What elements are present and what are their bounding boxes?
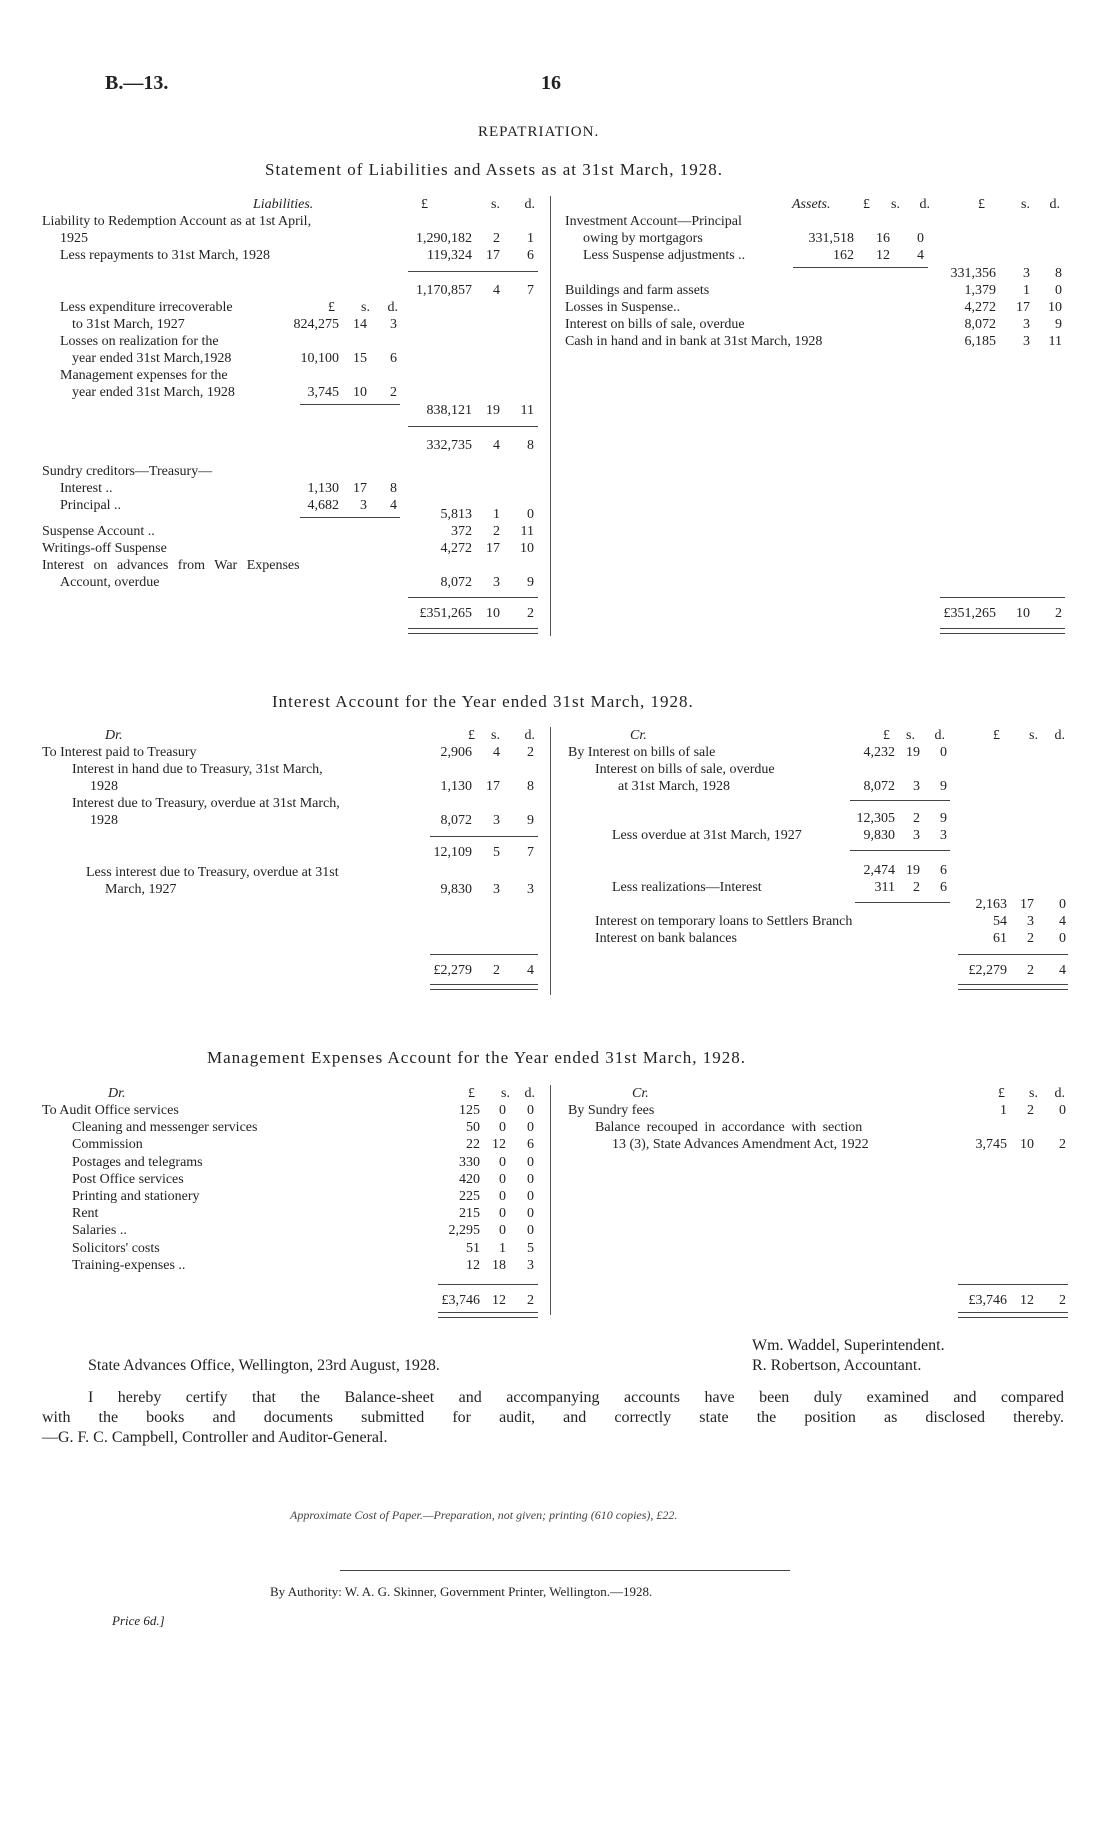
deductions-shillings: 19 <box>486 403 500 418</box>
redemption-pounds: 1,290,182 <box>416 231 472 246</box>
expense-row-pence: 0 <box>527 1103 534 1118</box>
inner-pounds-header: £ <box>883 728 890 743</box>
balance-recouped-label-cont: 13 (3), State Advances Amendment Act, 1922 <box>612 1137 869 1152</box>
certification-signature: —G. F. C. Campbell, Controller and Auditor-General. <box>42 1429 388 1446</box>
liabilities-total-pence: 2 <box>527 606 534 621</box>
pounds-header: £ <box>978 197 985 212</box>
less-expenditure-pence: 3 <box>390 317 397 332</box>
management-cr-total-pence: 2 <box>1059 1293 1066 1308</box>
office-date-line: State Advances Office, Wellington, 23rd August, 1928. <box>88 1357 440 1374</box>
expense-row-pence: 0 <box>527 1172 534 1187</box>
sundry-creditors-label: Sundry creditors—Treasury— <box>42 464 213 479</box>
interest-paid-pounds: 2,906 <box>440 745 472 760</box>
advances-pence: 9 <box>527 575 534 590</box>
bills-overdue-pounds: 8,072 <box>863 779 895 794</box>
expense-row-shillings: 0 <box>499 1189 506 1204</box>
assets-heading: Assets. <box>792 197 831 212</box>
less-expenditure-label: Less expenditure irrecoverable <box>60 300 233 315</box>
expense-row-label: Printing and stationery <box>72 1189 200 1204</box>
sundry-interest-pounds: 1,130 <box>307 481 339 496</box>
double-rule <box>958 1312 1068 1318</box>
cr-subtotal-shillings: 2 <box>913 811 920 826</box>
advances-label: Interest on advances from War Expenses <box>42 558 300 573</box>
balance-recouped-label: Balance recouped in accordance with section <box>595 1120 863 1135</box>
double-rule <box>430 984 538 990</box>
sundry-principal-pounds: 4,682 <box>307 498 339 513</box>
buildings-shillings: 1 <box>1023 283 1030 298</box>
expense-row-shillings: 0 <box>499 1155 506 1170</box>
bills-overdue-label: Interest on bills of sale, overdue <box>565 317 745 332</box>
writings-off-shillings: 17 <box>486 541 500 556</box>
shillings-header: s. <box>501 1086 510 1101</box>
cr-net-pence: 0 <box>1059 897 1066 912</box>
expense-row-shillings: 0 <box>499 1120 506 1135</box>
investment-net-pounds: 331,356 <box>950 266 996 281</box>
pence-header: d. <box>1049 197 1060 212</box>
pence-header: d. <box>1054 1086 1065 1101</box>
liabilities-heading: Liabilities. <box>253 197 314 212</box>
repayments-pounds: 119,324 <box>427 248 472 263</box>
suspense-adj-label: Less Suspense adjustments .. <box>583 248 746 263</box>
pounds-header: £ <box>998 1086 1005 1101</box>
advances-pounds: 8,072 <box>440 575 472 590</box>
expense-row-pence: 6 <box>527 1137 534 1152</box>
net-pounds: 332,735 <box>426 438 472 453</box>
dr-subtotal-shillings: 5 <box>493 845 500 860</box>
double-rule <box>958 984 1068 990</box>
certification-line-2: with the books and documents submitted for audit, and correctly state the position as disclosed thereby. <box>42 1409 1064 1426</box>
losses-suspense-label: Losses in Suspense.. <box>565 300 681 315</box>
statement-divider <box>550 196 551 636</box>
bills-interest-label: By Interest on bills of sale <box>568 745 716 760</box>
expense-row-label: Postages and telegrams <box>72 1155 203 1170</box>
interest-overdue-label: Interest due to Treasury, overdue at 31st March, <box>72 796 340 811</box>
inner-pence-header: d. <box>934 728 945 743</box>
pounds-header: £ <box>421 197 428 212</box>
bank-balances-shillings: 2 <box>1027 931 1034 946</box>
temp-loans-pounds: 54 <box>993 914 1007 929</box>
investment-shillings: 16 <box>876 231 890 246</box>
suspense-shillings: 2 <box>493 524 500 539</box>
shillings-header: s. <box>491 197 500 212</box>
losses-label: Losses on realization for the <box>60 334 219 349</box>
expense-row-pence: 3 <box>527 1258 534 1273</box>
suspense-pence: 11 <box>520 524 534 539</box>
bills-interest-shillings: 19 <box>906 745 920 760</box>
cr-total-pounds: £2,279 <box>968 963 1007 978</box>
losses-label-cont: year ended 31st March,1928 <box>72 351 232 366</box>
rule <box>438 1284 538 1285</box>
sundry-fees-pence: 0 <box>1059 1103 1066 1118</box>
management-pounds: 3,745 <box>307 385 339 400</box>
pence-header: d. <box>1054 728 1065 743</box>
bills-interest-pounds: 4,232 <box>863 745 895 760</box>
expense-row-pence: 0 <box>527 1155 534 1170</box>
repayments-pence: 6 <box>527 248 534 263</box>
losses-shillings: 15 <box>353 351 367 366</box>
pounds-header: £ <box>993 728 1000 743</box>
rule <box>793 267 928 268</box>
interest-overdue-pence: 9 <box>527 813 534 828</box>
footer-rule <box>340 1570 790 1571</box>
less-realizations-label: Less realizations—Interest <box>612 880 762 895</box>
expense-row-pence: 0 <box>527 1120 534 1135</box>
interest-divider <box>550 727 551 995</box>
cr-heading: Cr. <box>630 728 647 743</box>
superintendent-signature: Wm. Waddel, Superintendent. <box>752 1337 945 1354</box>
expense-row-label: Salaries .. <box>72 1223 127 1238</box>
pounds-header: £ <box>468 1086 475 1101</box>
expense-row-pounds: 125 <box>459 1103 480 1118</box>
rule <box>958 1284 1068 1285</box>
rule <box>408 271 538 272</box>
double-rule <box>940 628 1065 634</box>
less-realizations-pence: 6 <box>940 880 947 895</box>
double-rule <box>438 1312 538 1318</box>
cr-total-pence: 4 <box>1059 963 1066 978</box>
less-expenditure-label-cont: to 31st March, 1927 <box>72 317 185 332</box>
sundry-total-shillings: 1 <box>493 507 500 522</box>
net-shillings: 4 <box>493 438 500 453</box>
losses-pence: 6 <box>390 351 397 366</box>
investment-pounds: 331,518 <box>808 231 854 246</box>
rule <box>430 954 538 955</box>
management-label: Management expenses for the <box>60 368 228 383</box>
interest-in-hand-shillings: 17 <box>486 779 500 794</box>
bank-balances-pounds: 61 <box>993 931 1007 946</box>
price: Price 6d.] <box>112 1613 165 1628</box>
balance-recouped-pounds: 3,745 <box>975 1137 1007 1152</box>
less-overdue-pence: 3 <box>940 828 947 843</box>
expense-row-pounds: 420 <box>459 1172 480 1187</box>
double-rule <box>408 628 538 634</box>
page-number: 16 <box>541 72 561 94</box>
deductions-pence: 11 <box>520 403 534 418</box>
rule <box>850 800 950 801</box>
repayments-label: Less repayments to 31st March, 1928 <box>60 248 270 263</box>
suspense-adj-shillings: 12 <box>876 248 890 263</box>
cr-total-shillings: 2 <box>1027 963 1034 978</box>
subtotal-shillings: 4 <box>493 283 500 298</box>
temp-loans-label: Interest on temporary loans to Settlers Branch <box>595 914 853 929</box>
bills-overdue-label: Interest on bills of sale, overdue <box>595 762 775 777</box>
rule <box>850 850 950 851</box>
expense-row-shillings: 0 <box>499 1223 506 1238</box>
assets-total-pounds: £351,265 <box>943 606 996 621</box>
cr-subtotal-2-pence: 6 <box>940 863 947 878</box>
shillings-header: s. <box>1029 728 1038 743</box>
temp-loans-pence: 4 <box>1059 914 1066 929</box>
management-label-cont: year ended 31st March, 1928 <box>72 385 235 400</box>
less-interest-pence: 3 <box>527 882 534 897</box>
dr-total-shillings: 2 <box>493 963 500 978</box>
less-interest-label: Less interest due to Treasury, overdue at 31st <box>86 865 339 880</box>
buildings-label: Buildings and farm assets <box>565 283 710 298</box>
losses-suspense-pence: 10 <box>1048 300 1062 315</box>
losses-pounds: 10,100 <box>300 351 339 366</box>
sundry-fees-label: By Sundry fees <box>568 1103 655 1118</box>
accountant-signature: R. Robertson, Accountant. <box>752 1357 922 1374</box>
less-overdue-label: Less overdue at 31st March, 1927 <box>612 828 802 843</box>
management-cr-total-pounds: £3,746 <box>968 1293 1007 1308</box>
inner-pounds-header: £ <box>328 300 335 315</box>
cr-subtotal-pence: 9 <box>940 811 947 826</box>
writings-off-pence: 10 <box>520 541 534 556</box>
sundry-interest-pence: 8 <box>390 481 397 496</box>
rule <box>408 426 538 427</box>
interest-overdue-shillings: 3 <box>493 813 500 828</box>
bills-overdue-shillings: 3 <box>913 779 920 794</box>
expense-row-shillings: 12 <box>492 1137 506 1152</box>
less-interest-shillings: 3 <box>493 882 500 897</box>
rule <box>300 517 400 518</box>
management-account-title: Management Expenses Account for the Year ended 31st March, 1928. <box>207 1048 746 1067</box>
temp-loans-shillings: 3 <box>1027 914 1034 929</box>
suspense-label: Suspense Account .. <box>42 524 155 539</box>
redemption-pence: 1 <box>527 231 534 246</box>
rule <box>940 597 1065 598</box>
interest-paid-pence: 2 <box>527 745 534 760</box>
cr-subtotal-2-shillings: 19 <box>906 863 920 878</box>
buildings-pounds: 1,379 <box>964 283 996 298</box>
losses-suspense-shillings: 17 <box>1016 300 1030 315</box>
sundry-total-pounds: 5,813 <box>440 507 472 522</box>
expense-row-shillings: 1 <box>499 1241 506 1256</box>
pence-header: d. <box>524 1086 535 1101</box>
liabilities-total-shillings: 10 <box>486 606 500 621</box>
bills-overdue-shillings: 3 <box>1023 317 1030 332</box>
inner-pounds-header: £ <box>863 197 870 212</box>
interest-account-title: Interest Account for the Year ended 31st March, 1928. <box>272 692 694 711</box>
liabilities-total-pounds: £351,265 <box>419 606 472 621</box>
interest-overdue-pounds: 8,072 <box>440 813 472 828</box>
cr-net-pounds: 2,163 <box>975 897 1007 912</box>
less-overdue-shillings: 3 <box>913 828 920 843</box>
cash-pence: 11 <box>1048 334 1062 349</box>
expense-row-pounds: 12 <box>466 1258 480 1273</box>
interest-paid-shillings: 4 <box>493 745 500 760</box>
rule <box>408 597 538 598</box>
authority-line: By Authority: W. A. G. Skinner, Government Printer, Wellington.—1928. <box>270 1584 653 1599</box>
statement-title: Statement of Liabilities and Assets as at 31st March, 1928. <box>265 160 723 179</box>
assets-total-shillings: 10 <box>1016 606 1030 621</box>
balance-recouped-shillings: 10 <box>1020 1137 1034 1152</box>
pence-header: d. <box>524 728 535 743</box>
cr-subtotal-2-pounds: 2,474 <box>863 863 895 878</box>
section-title: REPATRIATION. <box>478 124 600 140</box>
losses-suspense-pounds: 4,272 <box>964 300 996 315</box>
expense-row-pounds: 2,295 <box>448 1223 480 1238</box>
rule <box>855 902 950 903</box>
sundry-principal-label: Principal .. <box>60 498 122 513</box>
inner-shillings-header: s. <box>891 197 900 212</box>
approximate-cost: Approximate Cost of Paper.—Preparation, not given; printing (610 copies), £22. <box>290 1508 678 1522</box>
dr-subtotal-pounds: 12,109 <box>433 845 472 860</box>
management-divider <box>550 1085 551 1315</box>
interest-paid-label: To Interest paid to Treasury <box>42 745 197 760</box>
expense-row-shillings: 0 <box>499 1206 506 1221</box>
expense-row-pence: 5 <box>527 1241 534 1256</box>
expense-row-label: Solicitors' costs <box>72 1241 160 1256</box>
subtotal-pounds: 1,170,857 <box>416 283 472 298</box>
subtotal-pence: 7 <box>527 283 534 298</box>
suspense-adj-pence: 4 <box>917 248 924 263</box>
repayments-shillings: 17 <box>486 248 500 263</box>
dr-total-pence: 4 <box>527 963 534 978</box>
expense-row-label: Training-expenses .. <box>72 1258 186 1273</box>
pence-header: d. <box>524 197 535 212</box>
interest-in-hand-label-cont: 1928 <box>90 779 118 794</box>
interest-in-hand-label: Interest in hand due to Treasury, 31st March, <box>72 762 323 777</box>
bills-overdue-pence: 9 <box>1055 317 1062 332</box>
investment-net-pence: 8 <box>1055 266 1062 281</box>
sundry-interest-shillings: 17 <box>353 481 367 496</box>
investment-label-cont: owing by mortgagors <box>583 231 703 246</box>
sundry-fees-shillings: 2 <box>1027 1103 1034 1118</box>
inner-pence-header: d. <box>919 197 930 212</box>
advances-shillings: 3 <box>493 575 500 590</box>
sundry-fees-pounds: 1 <box>1000 1103 1007 1118</box>
management-shillings: 10 <box>353 385 367 400</box>
expense-row-pounds: 330 <box>459 1155 480 1170</box>
expense-row-label: Commission <box>72 1137 143 1152</box>
pounds-header: £ <box>468 728 475 743</box>
sundry-principal-pence: 4 <box>390 498 397 513</box>
bills-overdue-label-cont: at 31st March, 1928 <box>618 779 730 794</box>
expense-row-pence: 0 <box>527 1189 534 1204</box>
interest-in-hand-pounds: 1,130 <box>440 779 472 794</box>
rule <box>958 954 1068 955</box>
interest-in-hand-pence: 8 <box>527 779 534 794</box>
writings-off-pounds: 4,272 <box>440 541 472 556</box>
management-dr-total-pounds: £3,746 <box>441 1293 480 1308</box>
less-overdue-pounds: 9,830 <box>863 828 895 843</box>
net-pence: 8 <box>527 438 534 453</box>
management-dr-total-shillings: 12 <box>492 1293 506 1308</box>
management-pence: 2 <box>390 385 397 400</box>
dr-heading: Dr. <box>105 728 123 743</box>
redemption-label: Liability to Redemption Account as at 1st April, <box>42 214 312 229</box>
buildings-pence: 0 <box>1055 283 1062 298</box>
expense-row-label: To Audit Office services <box>42 1103 179 1118</box>
document-reference: B.—13. <box>105 72 169 94</box>
suspense-pounds: 372 <box>451 524 472 539</box>
investment-net-shillings: 3 <box>1023 266 1030 281</box>
expense-row-pounds: 51 <box>466 1241 480 1256</box>
redemption-label-cont: 1925 <box>60 231 88 246</box>
expense-row-label: Rent <box>72 1206 99 1221</box>
cash-label: Cash in hand and in bank at 31st March, 1928 <box>565 334 823 349</box>
expense-row-pounds: 22 <box>466 1137 480 1152</box>
investment-label: Investment Account—Principal <box>565 214 742 229</box>
writings-off-label: Writings-off Suspense <box>42 541 167 556</box>
less-interest-label-cont: March, 1927 <box>105 882 177 897</box>
inner-shillings-header: s. <box>361 300 370 315</box>
balance-recouped-pence: 2 <box>1059 1137 1066 1152</box>
investment-pence: 0 <box>917 231 924 246</box>
less-interest-pounds: 9,830 <box>440 882 472 897</box>
shillings-header: s. <box>1029 1086 1038 1101</box>
rule <box>430 836 538 837</box>
redemption-shillings: 2 <box>493 231 500 246</box>
expense-row-pounds: 50 <box>466 1120 480 1135</box>
cash-pounds: 6,185 <box>964 334 996 349</box>
expense-row-pounds: 215 <box>459 1206 480 1221</box>
advances-label-cont: Account, overdue <box>60 575 160 590</box>
expense-row-label: Cleaning and messenger services <box>72 1120 258 1135</box>
interest-overdue-label-cont: 1928 <box>90 813 118 828</box>
bank-balances-label: Interest on bank balances <box>595 931 737 946</box>
dr-total-pounds: £2,279 <box>433 963 472 978</box>
deductions-pounds: 838,121 <box>426 403 472 418</box>
expense-row-pence: 0 <box>527 1206 534 1221</box>
cr-net-shillings: 17 <box>1020 897 1034 912</box>
less-expenditure-pounds: 824,275 <box>293 317 339 332</box>
expense-row-pounds: 225 <box>459 1189 480 1204</box>
shillings-header: s. <box>1021 197 1030 212</box>
assets-total-pence: 2 <box>1055 606 1062 621</box>
inner-shillings-header: s. <box>906 728 915 743</box>
cr-heading: Cr. <box>632 1086 649 1101</box>
sundry-total-pence: 0 <box>527 507 534 522</box>
less-realizations-pounds: 311 <box>874 880 895 895</box>
bills-overdue-pence: 9 <box>940 779 947 794</box>
shillings-header: s. <box>491 728 500 743</box>
expense-row-shillings: 0 <box>499 1103 506 1118</box>
dr-subtotal-pence: 7 <box>527 845 534 860</box>
expense-row-shillings: 18 <box>492 1258 506 1273</box>
management-cr-total-shillings: 12 <box>1020 1293 1034 1308</box>
suspense-adj-pounds: 162 <box>833 248 854 263</box>
bank-balances-pence: 0 <box>1059 931 1066 946</box>
expense-row-pence: 0 <box>527 1223 534 1238</box>
less-realizations-shillings: 2 <box>913 880 920 895</box>
cash-shillings: 3 <box>1023 334 1030 349</box>
sundry-interest-label: Interest .. <box>60 481 113 496</box>
expense-row-label: Post Office services <box>72 1172 184 1187</box>
management-dr-total-pence: 2 <box>527 1293 534 1308</box>
expense-row-shillings: 0 <box>499 1172 506 1187</box>
sundry-principal-shillings: 3 <box>360 498 367 513</box>
less-expenditure-shillings: 14 <box>353 317 367 332</box>
cr-subtotal-pounds: 12,305 <box>856 811 895 826</box>
rule <box>300 404 400 405</box>
inner-pence-header: d. <box>387 300 398 315</box>
certification-line-1: I hereby certify that the Balance-sheet and accompanying accounts have been duly examined and compared <box>88 1389 1064 1406</box>
dr-heading: Dr. <box>108 1086 126 1101</box>
bills-overdue-pounds: 8,072 <box>964 317 996 332</box>
bills-interest-pence: 0 <box>940 745 947 760</box>
